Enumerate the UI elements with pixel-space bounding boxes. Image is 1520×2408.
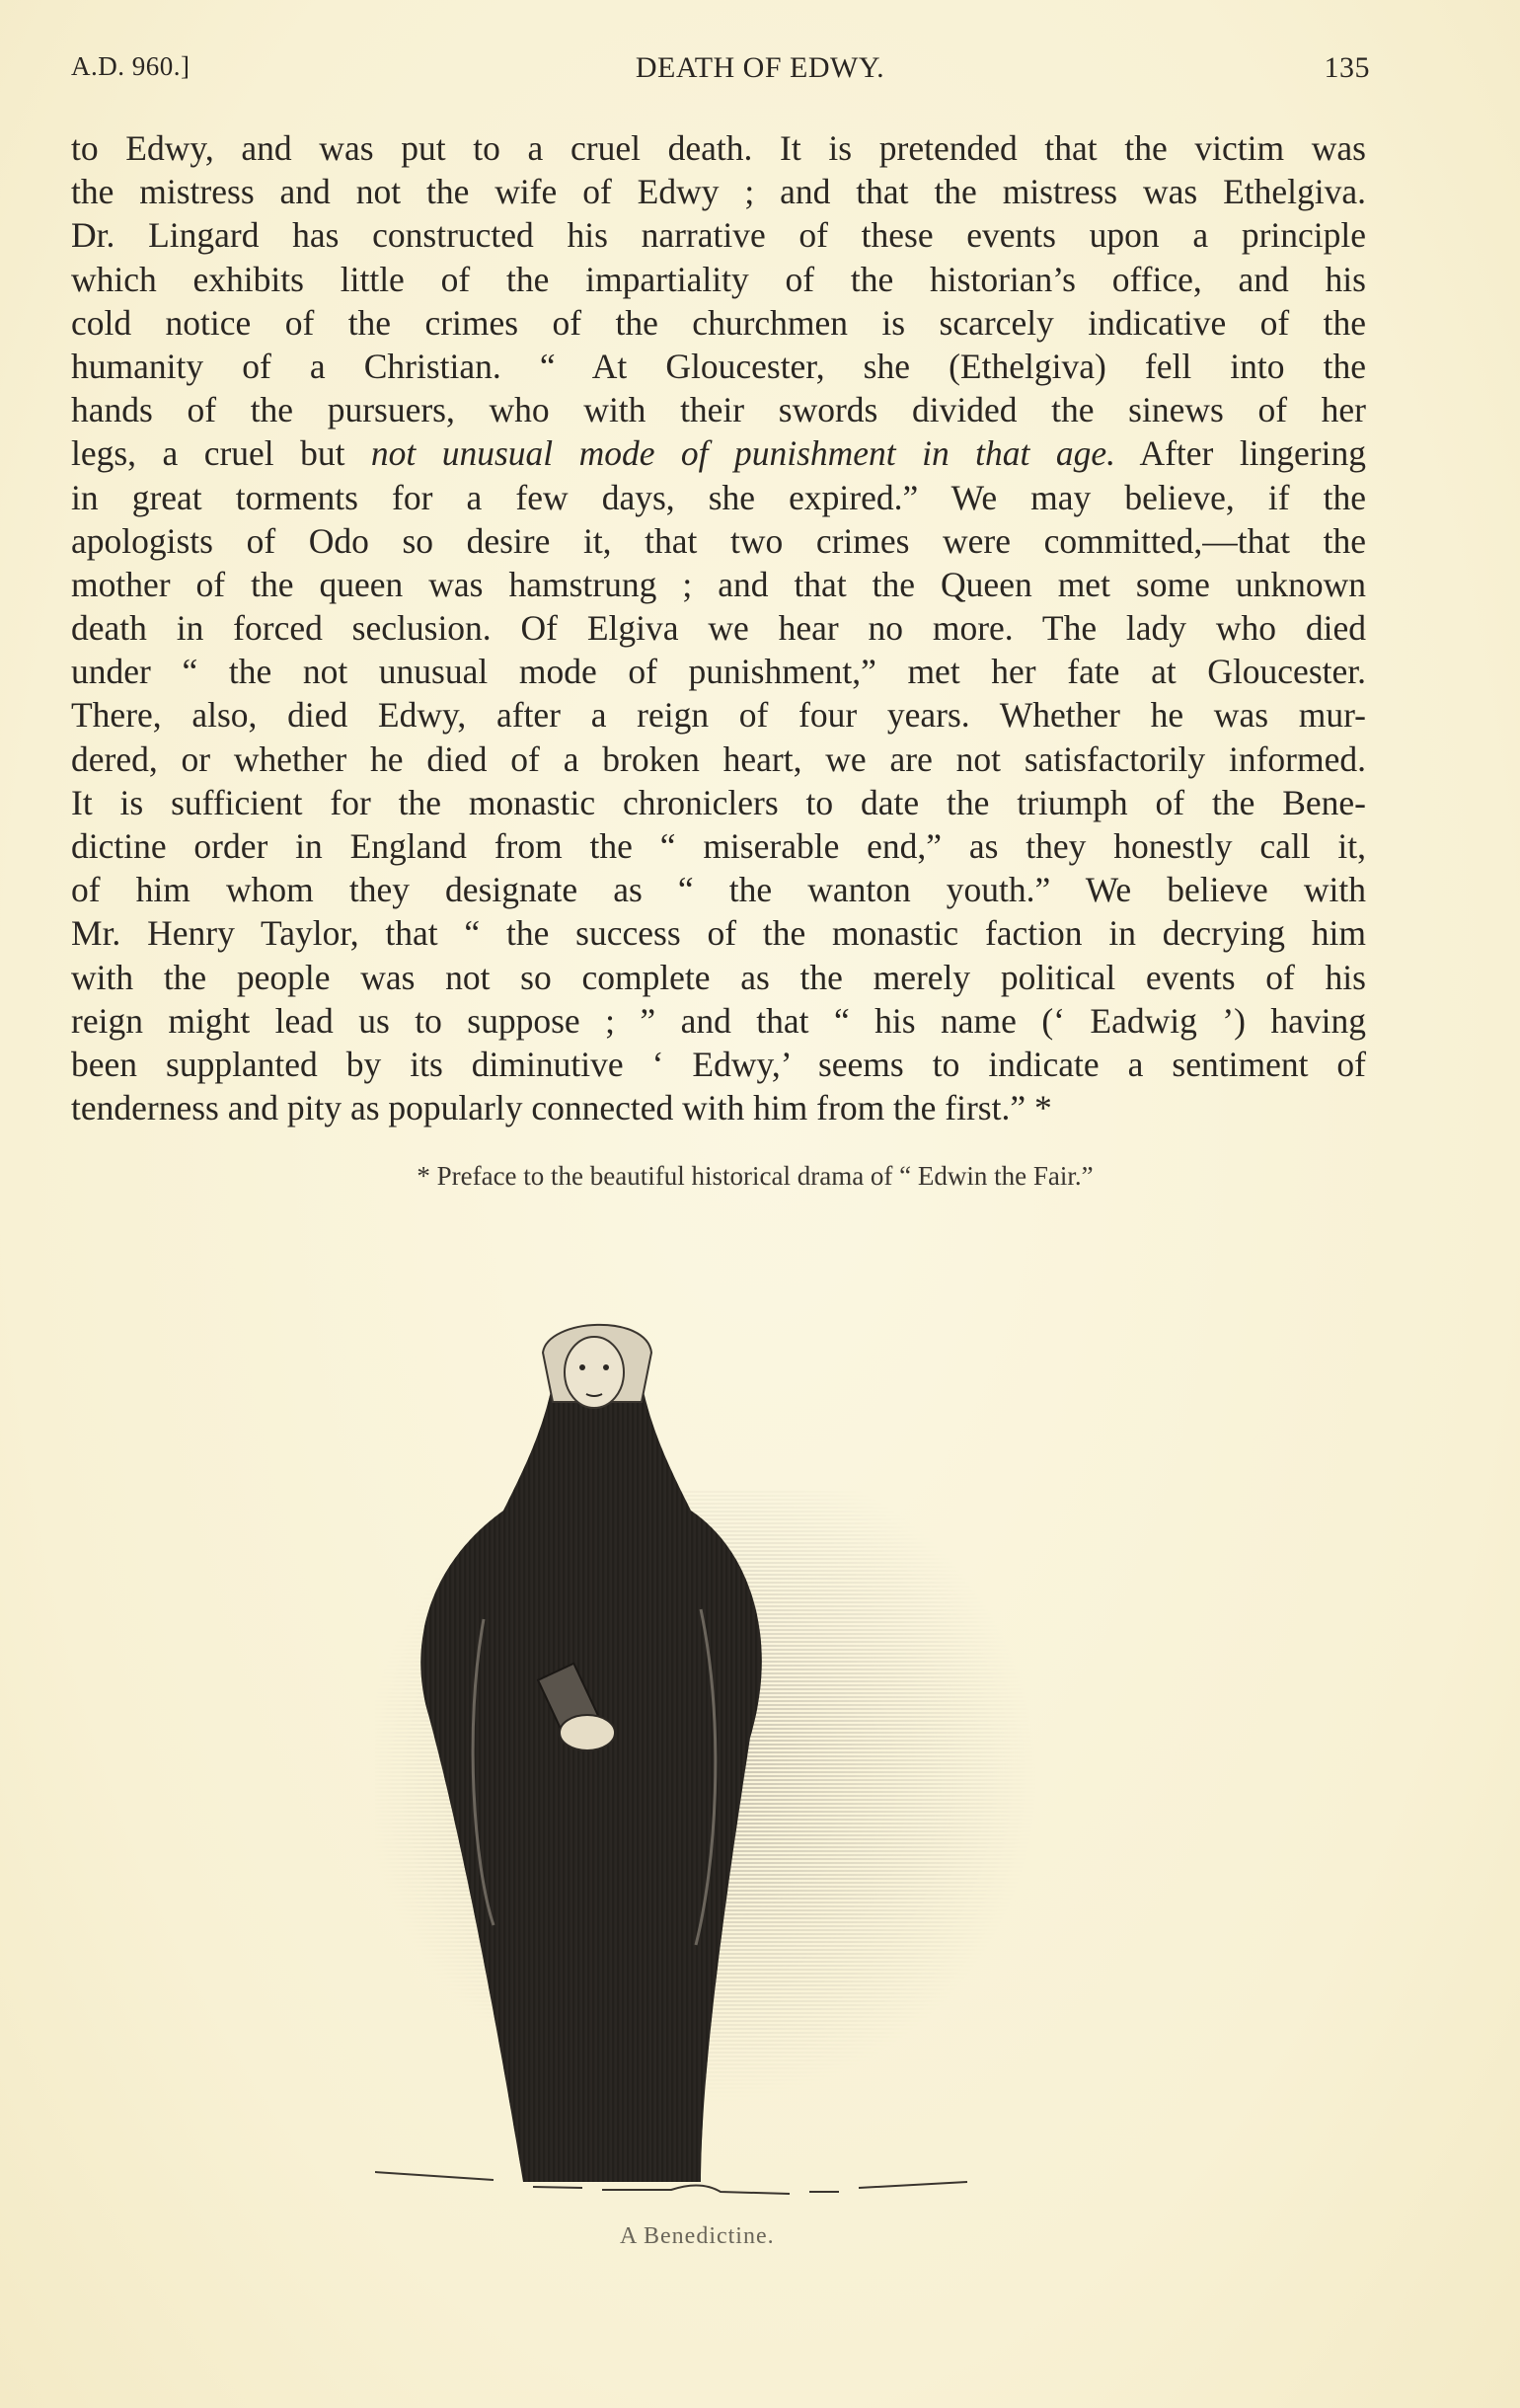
text-line — [71, 519, 1366, 563]
text-line — [71, 650, 1366, 693]
text-line — [71, 738, 1366, 781]
text-line — [71, 126, 1366, 170]
text-segment: to Edwy, and was put to a cruel death. It is pretended that the victim was — [71, 128, 1366, 168]
text-line — [71, 824, 1366, 868]
text-line — [71, 999, 1366, 1043]
text-segment: under “ the not unusual mode of punishment,” met her fate at Gloucester. — [71, 652, 1366, 692]
benedictine-engraving — [375, 1313, 1046, 2212]
text-line — [71, 693, 1366, 737]
text-segment: Mr. Henry Taylor, that “ the success of the monastic faction in decrying him — [71, 913, 1366, 954]
italic-text: not unusual mode of punishment in that age. — [370, 433, 1115, 474]
text-line — [71, 956, 1366, 999]
text-line — [71, 868, 1366, 911]
text-line — [71, 388, 1366, 431]
text-segment: After lingering — [1114, 433, 1366, 474]
text-line — [71, 301, 1366, 345]
text-segment: death in forced seclusion. Of Elgiva we hear no more. The lady who died — [71, 608, 1366, 649]
running-head-date: A.D. 960.] — [71, 51, 190, 81]
text-line — [71, 258, 1366, 301]
footnote: * Preface to the beautiful historical drama of “ Edwin the Fair.” — [417, 1161, 1094, 1191]
text-segment: which exhibits little of the impartiality of the historian’s office, and his — [71, 259, 1366, 299]
text-line — [71, 606, 1366, 650]
running-head-title: DEATH OF EDWY. — [635, 51, 885, 84]
text-line — [71, 781, 1366, 824]
text-line — [71, 170, 1366, 213]
text-segment: of him whom they designate as “ the wanton youth.” We believe with — [71, 870, 1366, 910]
text-segment: dered, or whether he died of a broken heart, we are not satisfactorily informed. — [71, 738, 1366, 779]
text-segment: tenderness and pity as popularly connected with him from the first.” * — [71, 1088, 1052, 1128]
text-line — [71, 431, 1366, 475]
text-segment: legs, a cruel but — [71, 433, 371, 474]
text-line — [71, 911, 1366, 955]
text-line — [71, 476, 1366, 519]
page-number: 135 — [1324, 51, 1370, 84]
text-segment: been supplanted by its diminutive ‘ Edwy,’ seems to indicate a sentiment of — [71, 1044, 1366, 1084]
text-segment: hands of the pursuers, who with their swords divided the sinews of her — [71, 390, 1366, 430]
text-line — [71, 213, 1366, 257]
body-text — [71, 126, 1366, 1129]
illustration-caption: A Benedictine. — [620, 2223, 775, 2249]
text-segment: Dr. Lingard has constructed his narrative of these events upon a principle — [71, 215, 1366, 256]
text-segment: with the people was not so complete as the merely political events of his — [71, 957, 1366, 997]
text-segment: There, also, died Edwy, after a reign of four years. Whether he was mur- — [71, 695, 1366, 736]
text-segment: in great torments for a few days, she expired.” We may believe, if the — [71, 477, 1366, 517]
text-line — [71, 1086, 1366, 1129]
text-segment: It is sufficient for the monastic chroniclers to date the triumph of the Bene- — [71, 782, 1366, 822]
text-segment: the mistress and not the wife of Edwy ; and that the mistress was Ethelgiva. — [71, 172, 1366, 212]
text-line — [71, 1043, 1366, 1086]
text-line — [71, 345, 1366, 388]
text-segment: apologists of Odo so desire it, that two crimes were committed,—that the — [71, 520, 1366, 561]
text-segment: reign might lead us to suppose ; ” and that “ his name (‘ Eadwig ’) having — [71, 1000, 1366, 1041]
text-segment: mother of the queen was hamstrung ; and that the Queen met some unknown — [71, 564, 1366, 604]
text-segment: cold notice of the crimes of the churchmen is scarcely indicative of the — [71, 302, 1366, 343]
text-segment: dictine order in England from the “ miserable end,” as they honestly call it, — [71, 826, 1366, 866]
text-line — [71, 563, 1366, 606]
text-segment: humanity of a Christian. “ At Gloucester, she (Ethelgiva) fell into the — [71, 346, 1366, 386]
